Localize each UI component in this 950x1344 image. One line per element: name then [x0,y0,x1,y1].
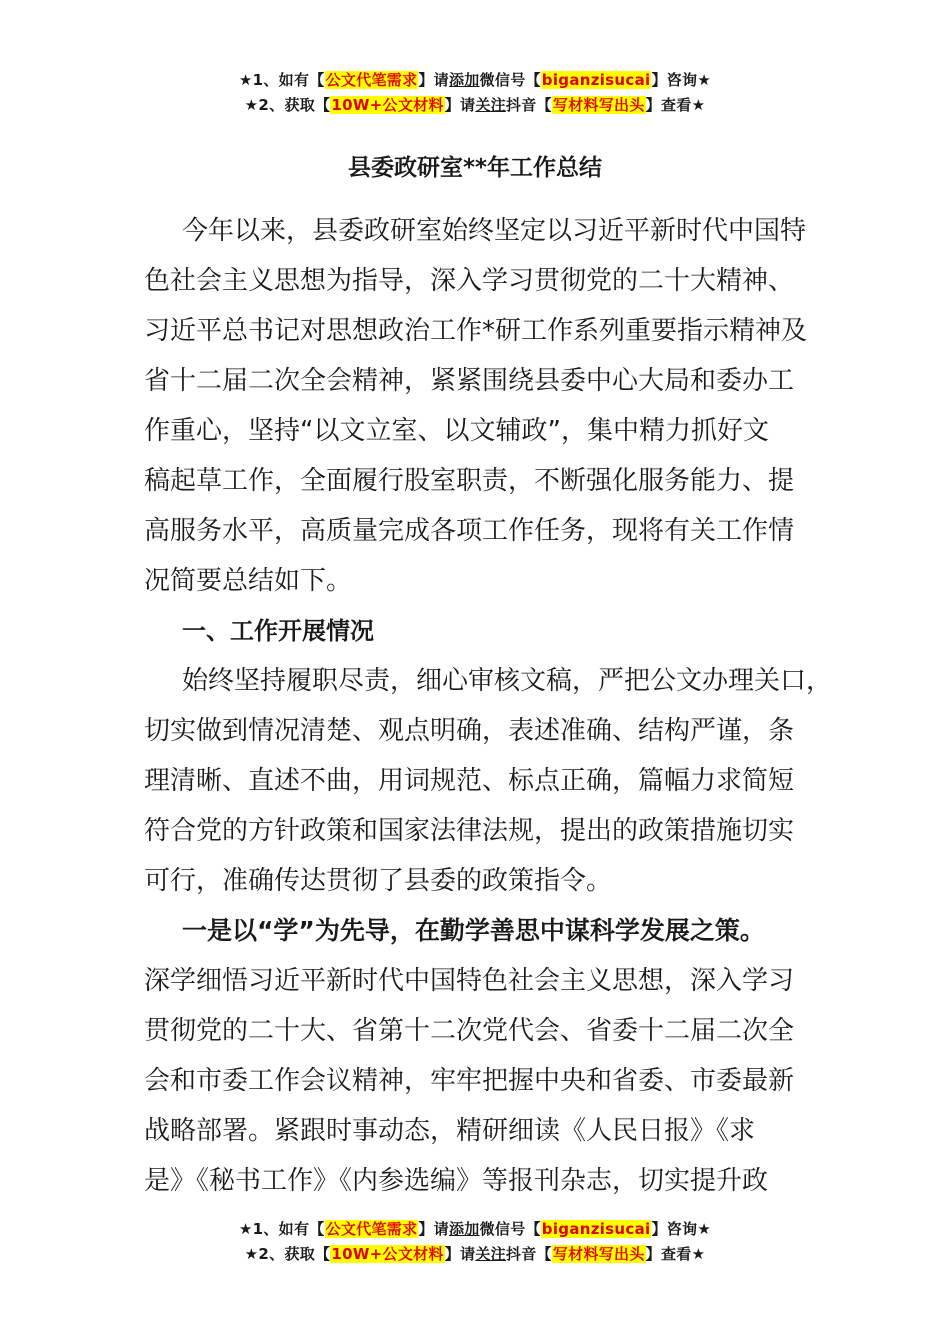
highlight-service: 公文代笔需求 [325,1220,418,1238]
text-line: 色社会主义思想为指导，深入学习贯彻党的二十大精神、 [144,266,795,296]
banner-line-1: ★1、如有【公文代笔需求】请添加微信号【biganzisucai】咨询★ [238,71,712,89]
text-line: 符合党的方针政策和国家法律法规，提出的政策措施切实 [144,816,795,846]
text-line: 会和市委工作会议精神，牢牢把握中央和省委、市委最新 [144,1066,795,1096]
highlight-douyin-account: 写材料写出头 [552,96,645,114]
text-line: 可行，准确传达贯彻了县委的政策指令。 [144,866,613,896]
text-line: 稿起草工作，全面履行股室职责，不断强化服务能力、提 [144,466,795,496]
document-body [144,206,833,1206]
text-line: 始终坚持履职尽责，细心审核文稿，严把公文办理关口， [182,666,833,696]
banner-line-2: ★2、获取【10W+公文材料】请关注抖音【写材料写出头】查看★ [244,1245,706,1263]
text-line: 是》《秘书工作》《内参选编》等报刊杂志，切实提升政 [144,1166,769,1196]
text-line: 切实做到情况清楚、观点明确，表述准确、结构严谨，条 [144,716,795,746]
highlight-materials: 10W+公文材料 [331,96,444,114]
text-line: 战略部署。紧跟时事动态，精研细读《人民日报》《求 [144,1116,756,1146]
banner-line-1: ★1、如有【公文代笔需求】请添加微信号【biganzisucai】咨询★ [238,1220,712,1238]
text-line: 习近平总书记对思想政治工作*研工作系列重要指示精神及 [144,316,808,346]
text-line: 理清晰、直述不曲，用词规范、标点正确，篇幅力求简短 [144,766,795,796]
highlight-douyin-account: 写材料写出头 [552,1245,645,1263]
point-lead: 一是以“学”为先导，在勤学善思中谋科学发展之策。 [182,916,765,945]
text-line: 今年以来，县委政研室始终坚定以习近平新时代中国特 [182,216,807,246]
document-title: 县委政研室**年工作总结 [347,155,603,181]
section-paragraph [144,656,833,906]
text-line: 高服务水平，高质量完成各项工作任务，现将有关工作情 [144,516,795,546]
point-paragraph [144,906,819,1206]
text-line: 深学细悟习近平新时代中国特色社会主义思想，深入学习 [144,966,795,996]
text-line: 省十二届二次全会精神，紧紧围绕县委中心大局和委办工 [144,366,795,396]
highlight-service: 公文代笔需求 [325,71,418,89]
text-line: 作重心，坚持“以文立室、以文辅政”，集中精力抓好文 [144,416,769,446]
highlight-wechat-id: biganzisucai [541,1220,651,1238]
intro-paragraph [144,206,819,606]
bottom-banner [0,1217,950,1267]
section-heading: 一、工作开展情况 [182,617,374,645]
top-banner [0,68,950,118]
text-line: 贯彻党的二十大、省第十二次党代会、省委十二届二次全 [144,1016,795,1046]
highlight-wechat-id: biganzisucai [541,71,651,89]
highlight-materials: 10W+公文材料 [331,1245,444,1263]
banner-line-2: ★2、获取【10W+公文材料】请关注抖音【写材料写出头】查看★ [244,96,706,114]
text-line: 况简要总结如下。 [144,566,353,596]
